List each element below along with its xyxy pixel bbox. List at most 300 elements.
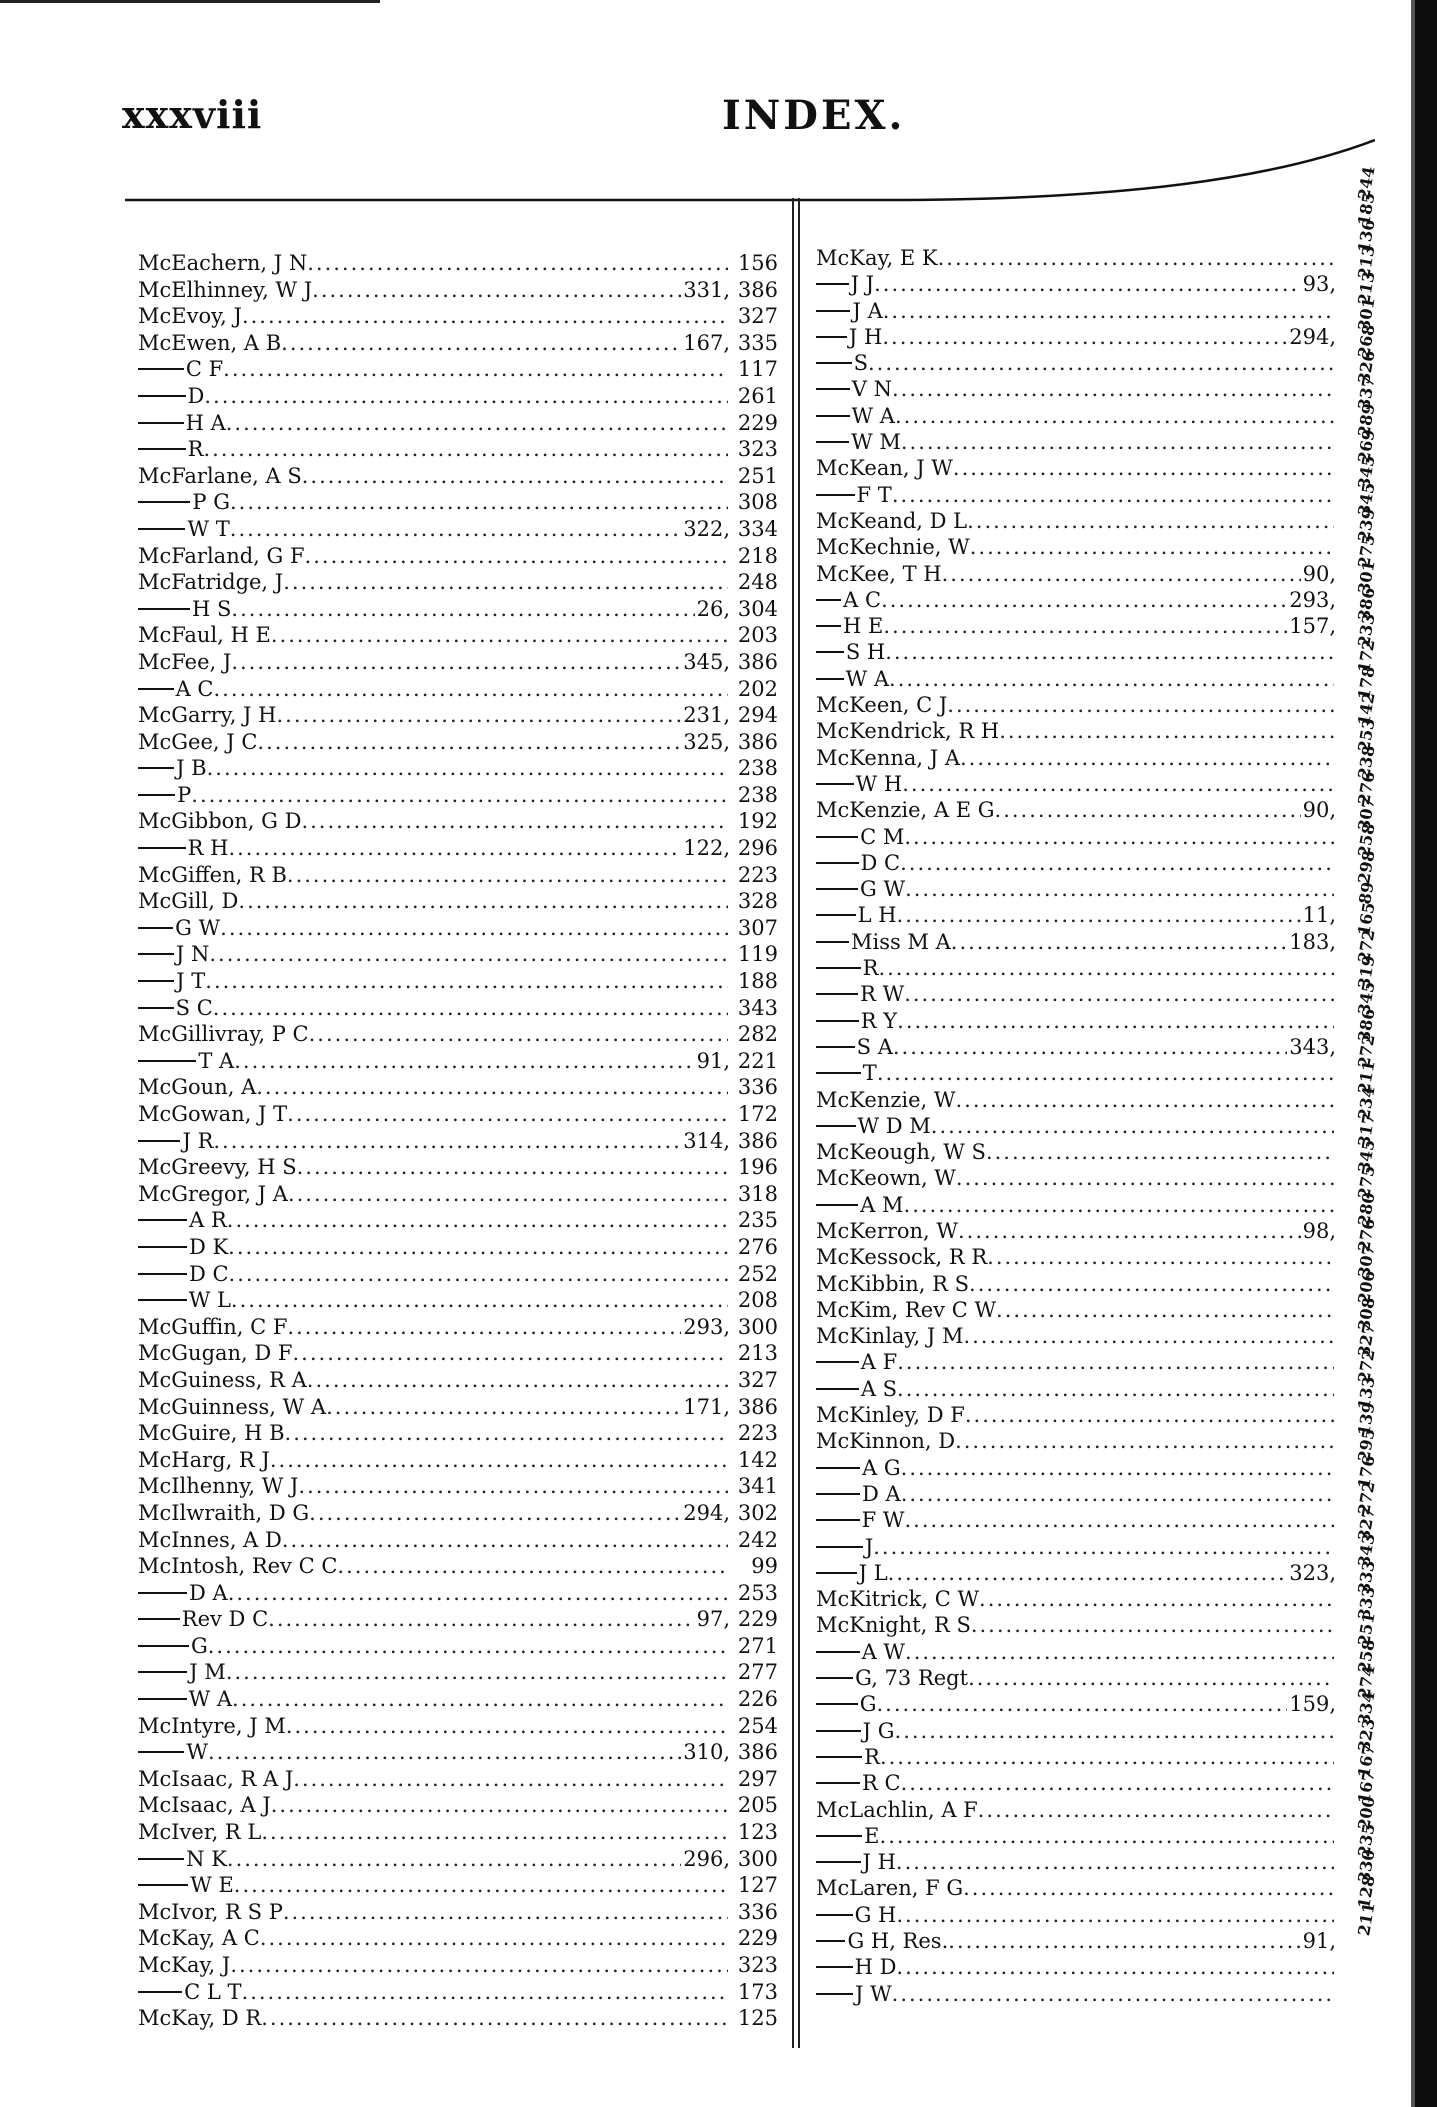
entry-name: W D M	[857, 1113, 931, 1138]
entry-name: McKinlay, J M	[816, 1324, 964, 1349]
ditto-dash	[138, 767, 174, 769]
index-entry	[816, 981, 1336, 1007]
entry-page: 173	[737, 1979, 778, 2004]
ditto-dash	[816, 1756, 862, 1758]
index-entry	[138, 516, 778, 543]
entry-page: 238	[737, 756, 778, 781]
index-entry	[138, 1500, 778, 1527]
entry-extra-page: 167,	[683, 330, 730, 355]
ditto-dash	[816, 599, 841, 601]
dot-leader	[231, 1287, 728, 1314]
entry-extra-page: 171,	[683, 1394, 730, 1419]
entry-name: D A	[862, 1481, 901, 1506]
entry-page: 248	[737, 570, 778, 595]
index-entry	[138, 1181, 778, 1208]
edge-page-number: 89	[1355, 880, 1378, 906]
dot-leader	[307, 1367, 728, 1394]
index-entry	[138, 1686, 778, 1713]
entry-name: G W	[175, 915, 221, 940]
entry-page: 386	[737, 277, 778, 302]
entry-page: 205	[737, 1793, 778, 1818]
edge-page-number: 319	[1354, 953, 1379, 991]
entry-name: McFaul, H E	[138, 623, 271, 648]
edge-page-number: 345	[1354, 480, 1379, 517]
dot-leader	[261, 2005, 728, 2032]
dot-leader	[900, 850, 1334, 876]
dot-leader	[901, 1770, 1334, 1796]
index-entry	[816, 1928, 1336, 1954]
entry-extra-page: 93,	[1302, 272, 1336, 297]
entry-extra-page: 90,	[1302, 561, 1336, 586]
entry-name: McIsaac, A J	[138, 1793, 271, 1818]
index-entry	[816, 666, 1336, 692]
dot-leader	[947, 692, 1334, 718]
index-entry	[138, 489, 778, 516]
dot-leader	[963, 1323, 1334, 1349]
index-entry	[816, 1954, 1336, 1980]
dot-leader	[999, 718, 1334, 744]
dot-leader	[971, 1612, 1334, 1638]
edge-page-number: 272	[1354, 927, 1379, 964]
dot-leader	[286, 1713, 728, 1740]
edge-page-number: 298	[1354, 848, 1379, 885]
ditto-dash	[138, 501, 190, 503]
entry-name: J H	[862, 1850, 896, 1875]
column-divider-right	[798, 198, 800, 2048]
index-entry	[816, 1665, 1336, 1691]
entry-page: 254	[737, 1713, 778, 1738]
entry-name: W L	[188, 1288, 231, 1313]
index-entry	[816, 745, 1336, 771]
entry-name: R H	[187, 836, 229, 861]
entry-extra-page: 325,	[683, 729, 730, 754]
page-top-edge	[0, 0, 380, 3]
entry-name: McGill, D	[138, 889, 239, 914]
ditto-dash	[816, 836, 858, 838]
dot-leader	[965, 1402, 1334, 1428]
dot-leader	[880, 1744, 1334, 1770]
ditto-dash	[816, 1651, 860, 1653]
dot-leader	[889, 666, 1334, 692]
index-entry	[816, 1507, 1336, 1533]
entry-page: 229	[737, 1607, 778, 1632]
index-entry	[816, 1691, 1336, 1717]
entry-name: McGreevy, H S	[138, 1155, 297, 1180]
entry-page: 336	[737, 1075, 778, 1100]
dot-leader	[226, 1659, 728, 1686]
entry-name: P G	[192, 490, 230, 515]
entry-page: 221	[737, 1048, 778, 1073]
entry-name: McKendrick, R H	[816, 719, 1000, 744]
index-entry	[816, 1612, 1336, 1638]
index-entry	[816, 1849, 1336, 1875]
entry-page: 229	[737, 410, 778, 435]
edge-page-number: 345	[1354, 1137, 1379, 1175]
edge-page-number: 333	[1354, 1558, 1379, 1595]
ditto-dash	[138, 448, 186, 450]
edge-page-number: 167	[1354, 1769, 1379, 1806]
ditto-dash	[816, 388, 850, 390]
index-entry	[816, 1797, 1336, 1823]
edge-page-number: 165	[1354, 901, 1379, 938]
entry-name: H E	[843, 614, 884, 639]
dot-leader	[874, 271, 1301, 297]
edge-page-number: 172	[1354, 638, 1379, 675]
index-entry	[138, 1340, 778, 1367]
edge-page-number: 128	[1354, 1874, 1379, 1911]
index-entry	[816, 824, 1336, 850]
ditto-dash	[816, 967, 861, 969]
entry-name: G	[859, 1692, 877, 1717]
dot-leader	[904, 1192, 1334, 1218]
ditto-dash	[816, 862, 859, 864]
index-entry	[816, 797, 1336, 823]
ditto-dash	[816, 914, 856, 916]
index-entry	[816, 876, 1336, 902]
entry-name: McGillivray, P C	[138, 1022, 309, 1047]
ditto-dash	[816, 1572, 857, 1574]
ditto-dash	[816, 1782, 860, 1784]
index-entry	[138, 1739, 778, 1766]
edge-page-number: 333	[1354, 1584, 1379, 1622]
dot-leader	[227, 1846, 681, 1873]
entry-name: McIntosh, Rev C C	[138, 1554, 338, 1579]
edge-page-number: 136	[1354, 217, 1379, 254]
entry-page: 276	[737, 1234, 778, 1259]
page-title: INDEX.	[722, 92, 906, 139]
index-entry	[138, 1580, 778, 1607]
dot-leader	[897, 902, 1301, 928]
dot-leader	[967, 508, 1334, 534]
entry-name: W H	[855, 771, 903, 796]
index-entry	[138, 1234, 778, 1261]
dot-leader	[902, 771, 1334, 797]
edge-page-number: 327	[1354, 1506, 1379, 1543]
entry-extra-page: 122,	[683, 836, 730, 861]
entry-page: 242	[737, 1527, 778, 1552]
dot-leader	[883, 298, 1334, 324]
entry-name: C M	[860, 824, 905, 849]
index-entry	[138, 250, 778, 277]
dot-leader	[896, 1954, 1334, 1980]
entry-name: McFee, J	[138, 649, 232, 674]
index-entry	[816, 376, 1336, 402]
dot-leader	[213, 1128, 681, 1155]
entry-page: 213	[737, 1341, 778, 1366]
entry-page: 282	[737, 1022, 778, 1047]
entry-page: 302	[737, 1500, 778, 1525]
dot-leader	[905, 876, 1334, 902]
entry-name: McKechnie, W	[816, 535, 970, 560]
dot-leader	[885, 639, 1334, 665]
index-entry	[816, 1297, 1336, 1323]
dot-leader	[208, 1633, 728, 1660]
edge-page-number: 326	[1354, 349, 1379, 386]
entry-name: G	[190, 1633, 208, 1658]
edge-page-number: 235	[1354, 1821, 1379, 1858]
dot-leader	[969, 1271, 1334, 1297]
entry-name: J R	[182, 1128, 214, 1153]
entry-name: W A	[845, 666, 890, 691]
entry-extra-page: 293,	[1289, 587, 1336, 612]
ditto-dash	[816, 1046, 855, 1048]
edge-page-number: 280	[1354, 1190, 1379, 1227]
dot-leader	[958, 1218, 1301, 1244]
dot-leader	[230, 1952, 728, 1979]
dot-leader	[220, 915, 728, 942]
entry-name: T A	[198, 1048, 235, 1073]
edge-page-number: 330	[1354, 1847, 1379, 1885]
ditto-dash	[138, 1884, 188, 1886]
ditto-dash	[816, 941, 849, 943]
index-entry	[816, 271, 1336, 297]
entry-extra-page: 26,	[696, 596, 730, 621]
index-entry	[816, 955, 1336, 981]
dot-leader	[268, 1606, 694, 1633]
index-entry	[816, 1139, 1336, 1165]
index-entry	[816, 1034, 1336, 1060]
entry-page: 192	[737, 809, 778, 834]
entry-page: 252	[737, 1261, 778, 1286]
edge-page-number: 185	[1354, 191, 1379, 228]
index-entry	[138, 1367, 778, 1394]
dot-leader	[309, 1021, 728, 1048]
entry-name: P	[177, 782, 192, 807]
index-entry	[816, 1902, 1336, 1928]
dot-leader	[228, 835, 681, 862]
edge-page-number: 251	[1354, 1611, 1379, 1648]
column-divider-left	[792, 198, 794, 2048]
entry-page: 238	[737, 782, 778, 807]
dot-leader	[904, 824, 1334, 850]
index-entry	[138, 2005, 778, 2032]
dot-leader	[955, 1428, 1334, 1454]
entry-name: L H	[857, 903, 897, 928]
index-entry	[816, 1218, 1336, 1244]
ditto-dash	[138, 422, 184, 424]
ditto-dash	[138, 1246, 187, 1248]
index-entry	[138, 1659, 778, 1686]
index-entry	[138, 1128, 778, 1155]
dot-leader	[230, 489, 728, 516]
ditto-dash	[138, 1645, 189, 1647]
entry-name: McIvor, R S P	[138, 1899, 283, 1924]
entry-name: A S	[860, 1376, 898, 1401]
entry-name: McKenna, J A	[816, 745, 960, 770]
ditto-dash	[138, 368, 184, 370]
entry-name: J L	[858, 1560, 888, 1585]
index-column-right	[816, 245, 1336, 2007]
ditto-dash	[816, 1940, 845, 1942]
index-entry	[138, 1713, 778, 1740]
entry-name: McGoun, A	[138, 1075, 257, 1100]
edge-page-number: 213	[1354, 243, 1379, 281]
entry-page: 343	[737, 995, 778, 1020]
entry-name: McIsaac, R A J	[138, 1766, 294, 1791]
index-entry	[816, 1008, 1336, 1034]
index-entry	[816, 850, 1336, 876]
dot-leader	[978, 1797, 1334, 1823]
entry-name: McGregor, J A	[138, 1181, 288, 1206]
entry-page: 142	[737, 1447, 778, 1472]
index-entry	[816, 1560, 1336, 1586]
dot-leader	[897, 1008, 1334, 1034]
entry-page: 203	[737, 623, 778, 648]
entry-extra-page: 323,	[1289, 1560, 1336, 1585]
edge-page-number: 133	[1354, 1374, 1379, 1411]
ditto-dash	[138, 1751, 184, 1753]
entry-name: McKean, J W	[816, 456, 953, 481]
dot-leader	[953, 455, 1334, 481]
index-entry	[138, 1979, 778, 2006]
dot-leader	[230, 516, 681, 543]
dot-leader	[888, 1560, 1288, 1586]
index-entry	[816, 1455, 1336, 1481]
entry-name: McGuffin, C F	[138, 1314, 288, 1339]
entry-name: McKim, Rev C W	[816, 1297, 997, 1322]
edge-page-number: 239	[1354, 506, 1379, 543]
dot-leader	[892, 376, 1334, 402]
ditto-dash	[816, 1388, 859, 1390]
entry-name: McKay, A C	[138, 1926, 260, 1951]
index-entry	[816, 1875, 1336, 1901]
index-entry	[816, 902, 1336, 928]
index-entry	[138, 1473, 778, 1500]
entry-name: D C	[188, 1261, 229, 1286]
edge-page-number: 253	[1354, 717, 1379, 754]
entry-extra-page: 310,	[683, 1740, 730, 1765]
entry-name: J T	[176, 969, 206, 994]
dot-leader	[873, 1534, 1334, 1560]
index-entry	[816, 429, 1336, 455]
entry-name: McIlwraith, D G	[138, 1500, 310, 1525]
dot-leader	[301, 808, 728, 835]
entry-extra-page: 90,	[1302, 798, 1336, 823]
entry-page: 123	[737, 1820, 778, 1845]
ditto-dash	[138, 1299, 187, 1301]
edge-page-number: 258	[1354, 1637, 1379, 1674]
entry-name: A C	[175, 676, 214, 701]
index-entry	[138, 622, 778, 649]
dot-leader	[896, 1849, 1334, 1875]
ditto-dash	[816, 310, 850, 312]
index-entry	[138, 1394, 778, 1421]
dot-leader	[904, 981, 1334, 1007]
index-entry	[138, 383, 778, 410]
edge-page-number: 334	[1354, 1690, 1379, 1727]
entry-page: 218	[737, 543, 778, 568]
index-entry	[816, 1481, 1336, 1507]
index-entry	[816, 1534, 1336, 1560]
ditto-dash	[816, 441, 849, 443]
entry-page: 261	[737, 383, 778, 408]
ditto-dash	[816, 1835, 862, 1837]
index-entry	[816, 1060, 1336, 1086]
index-entry	[816, 1639, 1336, 1665]
index-entry	[816, 324, 1336, 350]
dot-leader	[968, 1665, 1334, 1691]
entry-name: R W	[860, 982, 905, 1007]
entry-name: McKay, D R	[138, 2006, 262, 2031]
entry-extra-page: 296,	[683, 1846, 730, 1871]
dot-leader	[931, 1113, 1334, 1139]
index-entry	[138, 1074, 778, 1101]
entry-extra-page: 98,	[1302, 1218, 1336, 1243]
dot-leader	[261, 1819, 728, 1846]
index-entry	[816, 403, 1336, 429]
page-number: xxxviii	[122, 92, 263, 137]
entry-name: A F	[860, 1350, 898, 1375]
index-entry	[138, 1925, 778, 1952]
entry-page: 156	[737, 251, 778, 275]
right-edge-page-numbers	[1348, 164, 1386, 1937]
ditto-dash	[816, 1993, 853, 1995]
entry-name: McKeown, W	[816, 1166, 956, 1191]
edge-page-number: 327	[1354, 1321, 1379, 1359]
entry-page: 323	[737, 1953, 778, 1977]
entry-name: G, 73 Regt	[855, 1666, 969, 1691]
dot-leader	[309, 1500, 681, 1527]
ditto-dash	[816, 1677, 853, 1679]
entry-name: D A	[189, 1580, 228, 1605]
index-entry	[816, 1981, 1336, 2007]
dot-leader	[282, 1527, 728, 1554]
entry-page: 327	[737, 1367, 778, 1392]
dot-leader	[951, 929, 1287, 955]
ditto-dash	[816, 1861, 861, 1863]
entry-name: McElhinney, W J	[138, 277, 313, 302]
edge-page-number: 307	[1354, 796, 1379, 833]
entry-name: McGibbon, G D	[138, 809, 302, 834]
entry-page: 253	[737, 1580, 778, 1605]
entry-page: 328	[737, 889, 778, 914]
ditto-dash	[138, 980, 174, 982]
dot-leader	[285, 1420, 728, 1447]
entry-page: 341	[737, 1474, 778, 1499]
entry-name: E	[864, 1823, 880, 1848]
entry-extra-page: 183,	[1289, 929, 1336, 954]
dot-leader	[231, 649, 681, 676]
entry-name: McKay, E K	[816, 246, 938, 270]
index-entry	[816, 1744, 1336, 1770]
edge-page-number: 317	[1354, 1111, 1379, 1148]
entry-name: McKibbin, R S	[816, 1271, 970, 1296]
index-entry	[138, 755, 778, 782]
dot-leader	[238, 888, 728, 915]
book-spine	[1415, 0, 1437, 2107]
ditto-dash	[138, 688, 174, 690]
entry-name: Miss M A	[850, 929, 951, 954]
entry-name: D K	[188, 1234, 229, 1259]
index-entry	[816, 1165, 1336, 1191]
entry-name: D	[187, 383, 205, 408]
edge-page-number: 275	[1354, 533, 1379, 570]
dot-leader	[942, 561, 1301, 587]
index-entry	[138, 676, 778, 703]
index-entry	[138, 1819, 778, 1846]
index-entry	[138, 1633, 778, 1660]
edge-page-number: 176	[1354, 1453, 1379, 1490]
edge-page-number: 206	[1354, 1269, 1379, 1306]
ditto-dash	[816, 1361, 859, 1363]
edge-page-number: 238	[1354, 743, 1379, 780]
dot-leader	[938, 245, 1334, 271]
entry-name: A G	[862, 1455, 901, 1480]
dot-leader	[880, 1823, 1334, 1849]
entry-name: R	[864, 1744, 880, 1769]
dot-leader	[970, 534, 1334, 560]
index-entry	[138, 596, 778, 623]
